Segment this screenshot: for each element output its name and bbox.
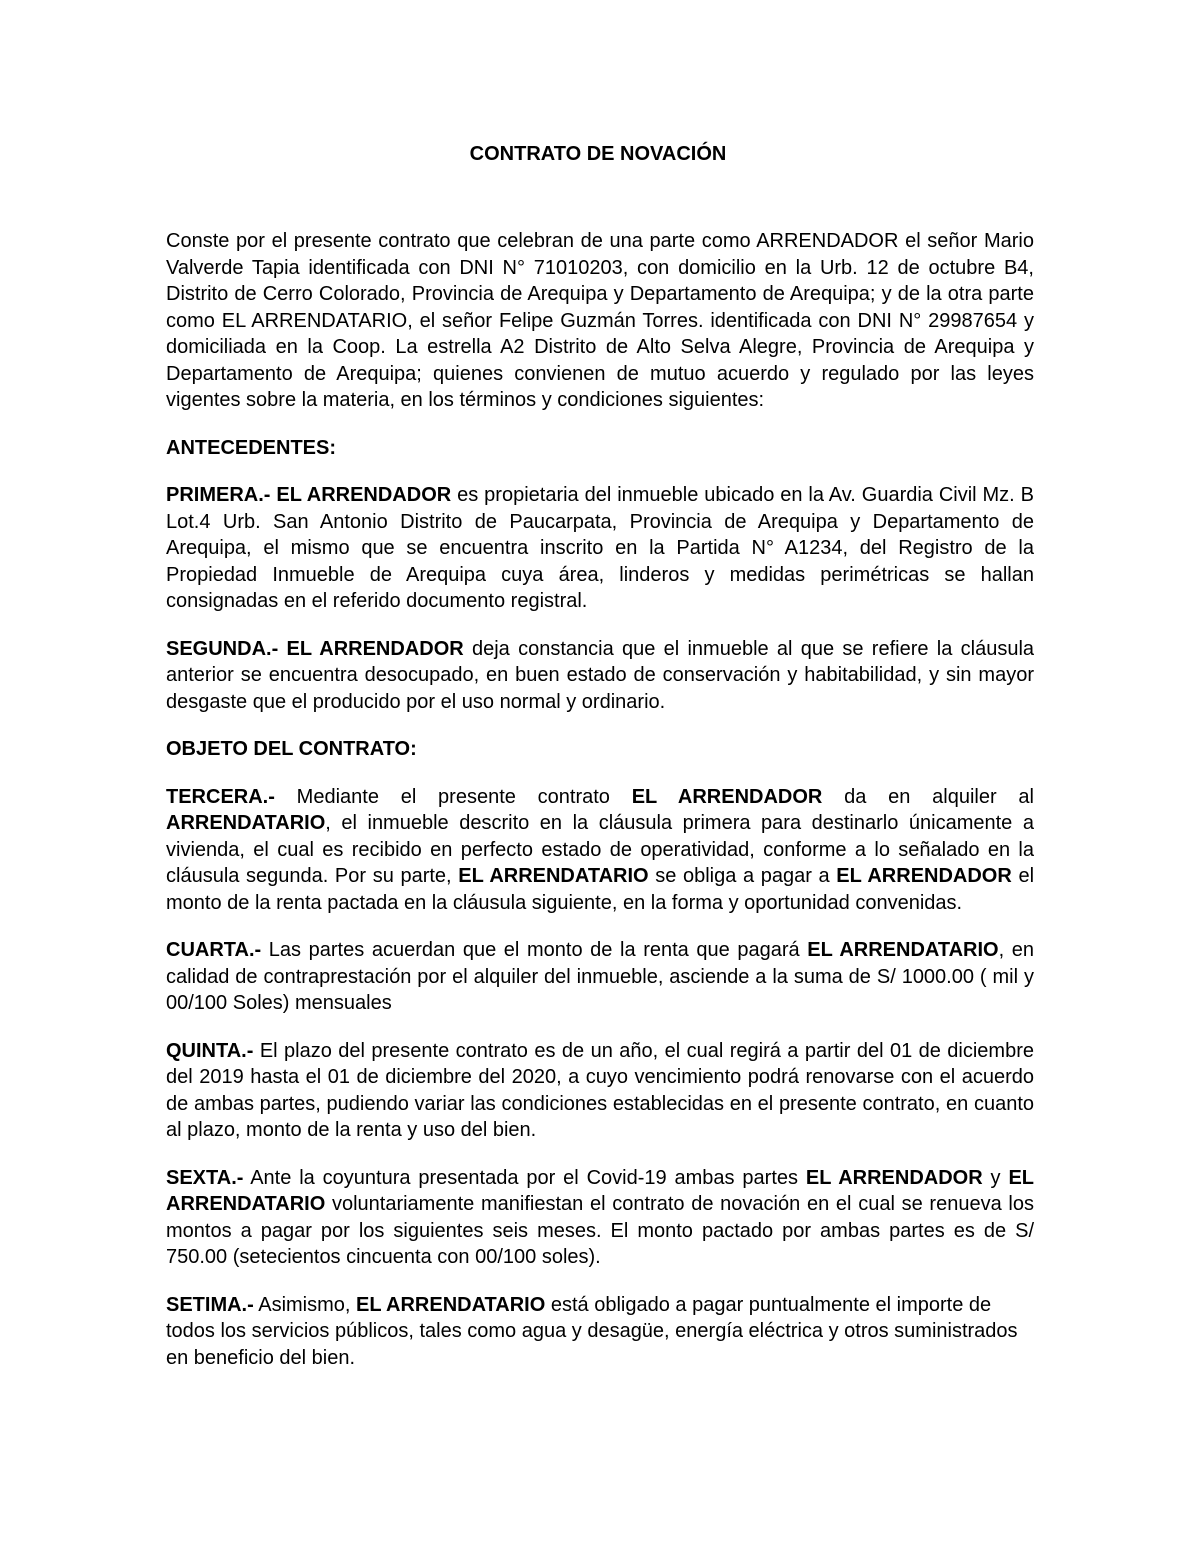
party-name: ARRENDATARIO — [166, 812, 326, 834]
clause-primera — [166, 482, 1034, 615]
clause-label: SEGUNDA.- — [166, 637, 279, 660]
clause-text: Mediante el presente contrato — [274, 785, 632, 808]
clause-sexta — [166, 1165, 1034, 1271]
clause-text: se obliga a pagar a — [648, 865, 837, 887]
clause-label: SETIMA.- — [166, 1293, 254, 1316]
clause-label: TERCERA.- — [166, 785, 275, 808]
document-title: CONTRATO DE NOVACIÓN — [469, 143, 727, 165]
clause-text: Asimismo, — [253, 1293, 357, 1316]
clause-text: deja constancia que el inmueble al que se refiere la cláusula anterior se encuentra desocupado, en buen estado de conservación y habitabilidad, y sin mayor desgaste que el producido por el uso normal y ordinario. — [166, 637, 1035, 713]
clause-label: PRIMERA.- — [166, 484, 271, 506]
clause-tercera — [166, 784, 1034, 917]
document-body — [166, 228, 1034, 1392]
party-name: EL ARRENDADOR — [805, 1166, 983, 1189]
clause-quinta — [166, 1038, 1034, 1144]
clause-text: está obligado a pagar puntualmente el importe de todos los servicios públicos, tales como agua y desagüe, energía eléctrica y otros suministrados en beneficio del bien. — [166, 1293, 1018, 1369]
clause-text: , en calidad de contraprestación por el alquiler del inmueble, asciende a la suma de S/ 1000.00 ( mil y 00/100 Soles) mensuales — [166, 939, 1034, 1014]
clause-text: da en alquiler al — [822, 785, 1034, 808]
clause-label: CUARTA.- — [166, 939, 262, 961]
clause-cuarta — [166, 937, 1034, 1017]
section-heading-antecedentes: ANTECEDENTES: — [166, 436, 337, 459]
clause-text: voluntariamente manifiestan el contrato de novación en el cual se renueva los montos a pagar por los siguientes seis meses. El monto pactado por ambas partes es de S/ 750.00 (setecientos cincuenta con 00/100 soles). — [166, 1193, 1034, 1268]
clause-label: QUINTA.- — [166, 1039, 254, 1062]
party-name: EL ARRENDADOR — [836, 865, 1012, 887]
party-name: EL ARRENDADOR — [286, 637, 464, 660]
clause-text: Las partes acuerdan que el monto de la renta que pagará — [261, 939, 808, 961]
clause-text: El plazo del presente contrato es de un año, el cual regirá a partir del 01 de diciembre del 2019 hasta el 01 de diciembre del 2020, a cuyo vencimiento podrá renovarse con el acuerdo de ambas partes, pudiendo variar las condiciones establecidas en el presente contrato, en cuanto al plazo, monto de la renta y uso del bien. — [166, 1039, 1034, 1141]
party-name: EL ARRENDATARIO — [356, 1293, 546, 1316]
clause-text: el monto de la renta pactada en la cláusula siguiente, en la forma y oportunidad convenidas. — [166, 865, 1035, 914]
clause-text: es propietaria del inmueble ubicado en la Av. Guardia Civil Mz. B Lot.4 Urb. San Antonio Distrito de Paucarpata, Provincia de Arequipa y Departamento de Arequipa, el mismo que se encuentra inscrito en la Partida N° A1234, del Registro de la Propiedad Inmueble de Arequipa cuya área, linderos y medidas perimétricas se hallan consignadas en el referido documento registral. — [166, 484, 1034, 612]
clause-setima — [166, 1292, 1034, 1372]
party-name: EL ARRENDADOR — [276, 484, 452, 506]
clause-label: SEXTA.- — [166, 1166, 244, 1189]
clause-text: Ante la coyuntura presentada por el Covid-19 ambas partes — [243, 1166, 806, 1189]
clause-text: y — [982, 1166, 1009, 1189]
clause-text: , el inmueble descrito en la cláusula primera para destinarlo únicamente a vivienda, el cual es recibido en perfecto estado de operatividad, conforme a lo señalado en la cláusula segunda. Por su parte, — [166, 812, 1034, 887]
clause-segunda — [166, 636, 1034, 716]
intro-paragraph: Conste por el presente contrato que celebran de una parte como ARRENDADOR el señor Mario Valverde Tapia identificada con DNI N° 71010203, con domicilio en la Urb. 12 de octubre B4, Distrito de Cerro Colorado, Provincia de Arequipa y Departamento de Arequipa; y de la otra parte como EL ARRENDATARIO, el señor Felipe Guzmán Torres. identificada con DNI N° 29987654 y domiciliada en la Coop. La estrella A2 Distrito de Alto Selva Alegre, Provincia de Arequipa y Departamento de Arequipa; quienes convienen de mutuo acuerdo y regulado por las leyes vigentes sobre la materia, en los términos y condiciones siguientes: — [166, 230, 1034, 411]
party-name: EL ARRENDATARIO — [458, 865, 649, 887]
party-name: EL ARRENDATARIO — [807, 939, 999, 961]
section-heading-objeto: OBJETO DEL CONTRATO: — [166, 738, 417, 760]
party-name: EL ARRENDATARIO — [166, 1166, 1034, 1215]
party-name: EL ARRENDADOR — [631, 785, 823, 808]
